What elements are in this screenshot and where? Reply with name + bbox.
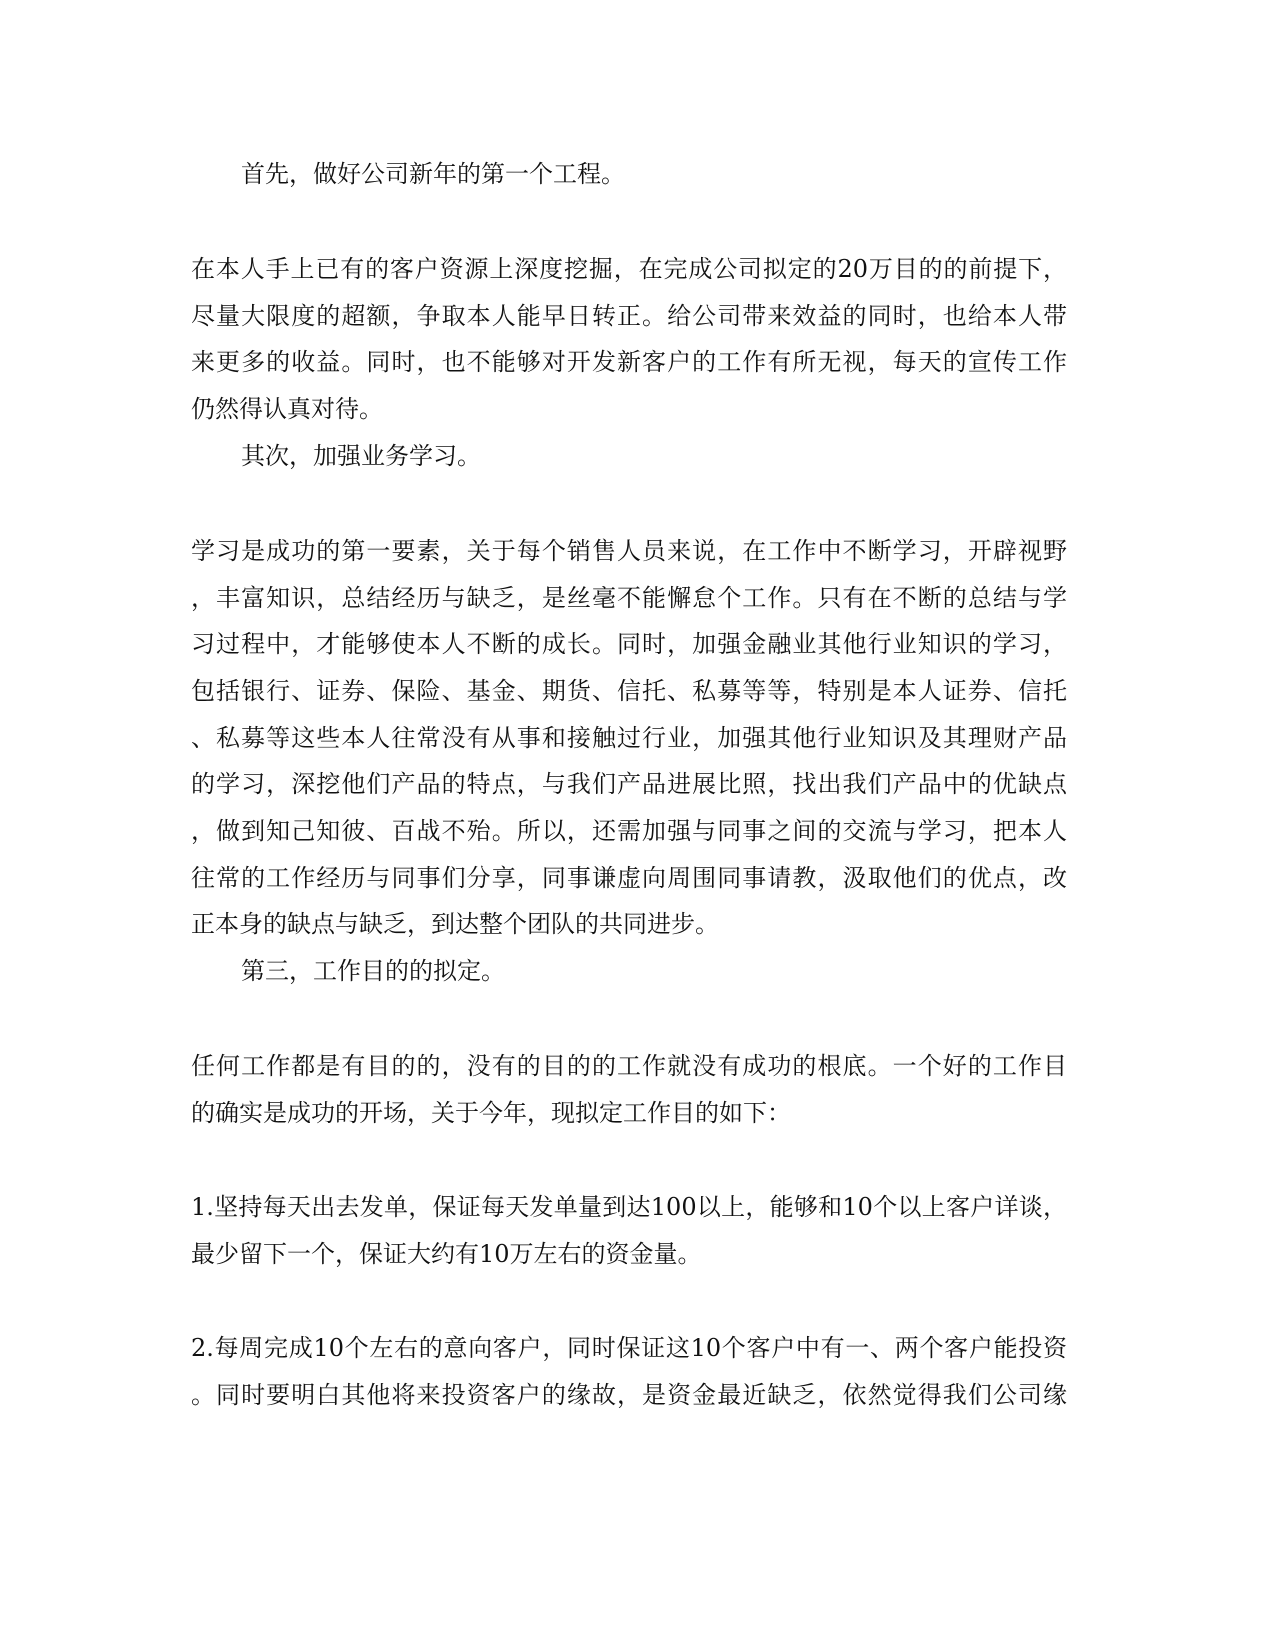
paragraph-line: ，做到知己知彼、百战不殆。所以，还需加强与同事之间的交流与学习，把本人 bbox=[191, 817, 1067, 845]
paragraph-line: 尽量大限度的超额，争取本人能早日转正。给公司带来效益的同时，也给本人带 bbox=[191, 302, 1067, 330]
paragraph-line: 学习是成功的第一要素，关于每个销售人员来说，在工作中不断学习，开辟视野 bbox=[191, 537, 1067, 565]
list-item-line: 最少留下一个，保证大约有10万左右的资金量。 bbox=[191, 1240, 702, 1268]
paragraph-line: 往常的工作经历与同事们分享，同事谦虚向周围同事请教，汲取他们的优点，改 bbox=[191, 864, 1067, 892]
paragraph-line: 在本人手上已有的客户资源上深度挖掘，在完成公司拟定的20万目的的前提下， bbox=[191, 255, 1067, 283]
paragraph-line: 包括银行、证券、保险、基金、期货、信托、私募等等，特别是本人证券、信托 bbox=[191, 677, 1067, 705]
paragraph-line: ，丰富知识，总结经历与缺乏，是丝毫不能懈怠个工作。只有在不断的总结与学 bbox=[191, 584, 1067, 612]
paragraph-line: 的确实是成功的开场，关于今年，现拟定工作目的如下： bbox=[191, 1099, 791, 1127]
list-item-line: 1.坚持每天出去发单，保证每天发单量到达100以上，能够和10个以上客户详谈， bbox=[191, 1193, 1067, 1221]
paragraph-line: 的学习，深挖他们产品的特点，与我们产品进展比照，找出我们产品中的优缺点 bbox=[191, 770, 1067, 798]
paragraph-line: 、私募等这些本人往常没有从事和接触过行业，加强其他行业知识及其理财产品 bbox=[191, 724, 1067, 752]
paragraph-line: 习过程中，才能够使本人不断的成长。同时，加强金融业其他行业知识的学习， bbox=[191, 630, 1067, 658]
paragraph-line: 仍然得认真对待。 bbox=[191, 395, 383, 423]
list-item-line: 。同时要明白其他将来投资客户的缘故，是资金最近缺乏，依然觉得我们公司缘 bbox=[191, 1381, 1067, 1409]
paragraph-line: 任何工作都是有目的的，没有的目的的工作就没有成功的根底。一个好的工作目 bbox=[191, 1052, 1067, 1080]
paragraph-line: 正本身的缺点与缺乏，到达整个团队的共同进步。 bbox=[191, 910, 719, 938]
section-heading-third: 第三，工作目的的拟定。 bbox=[241, 957, 505, 985]
section-heading-second: 其次，加强业务学习。 bbox=[241, 442, 481, 470]
list-item-line: 2.每周完成10个左右的意向客户，同时保证这10个客户中有一、两个客户能投资 bbox=[191, 1334, 1067, 1362]
section-heading-first: 首先，做好公司新年的第一个工程。 bbox=[241, 160, 625, 188]
paragraph-line: 来更多的收益。同时，也不能够对开发新客户的工作有所无视，每天的宣传工作 bbox=[191, 348, 1067, 376]
